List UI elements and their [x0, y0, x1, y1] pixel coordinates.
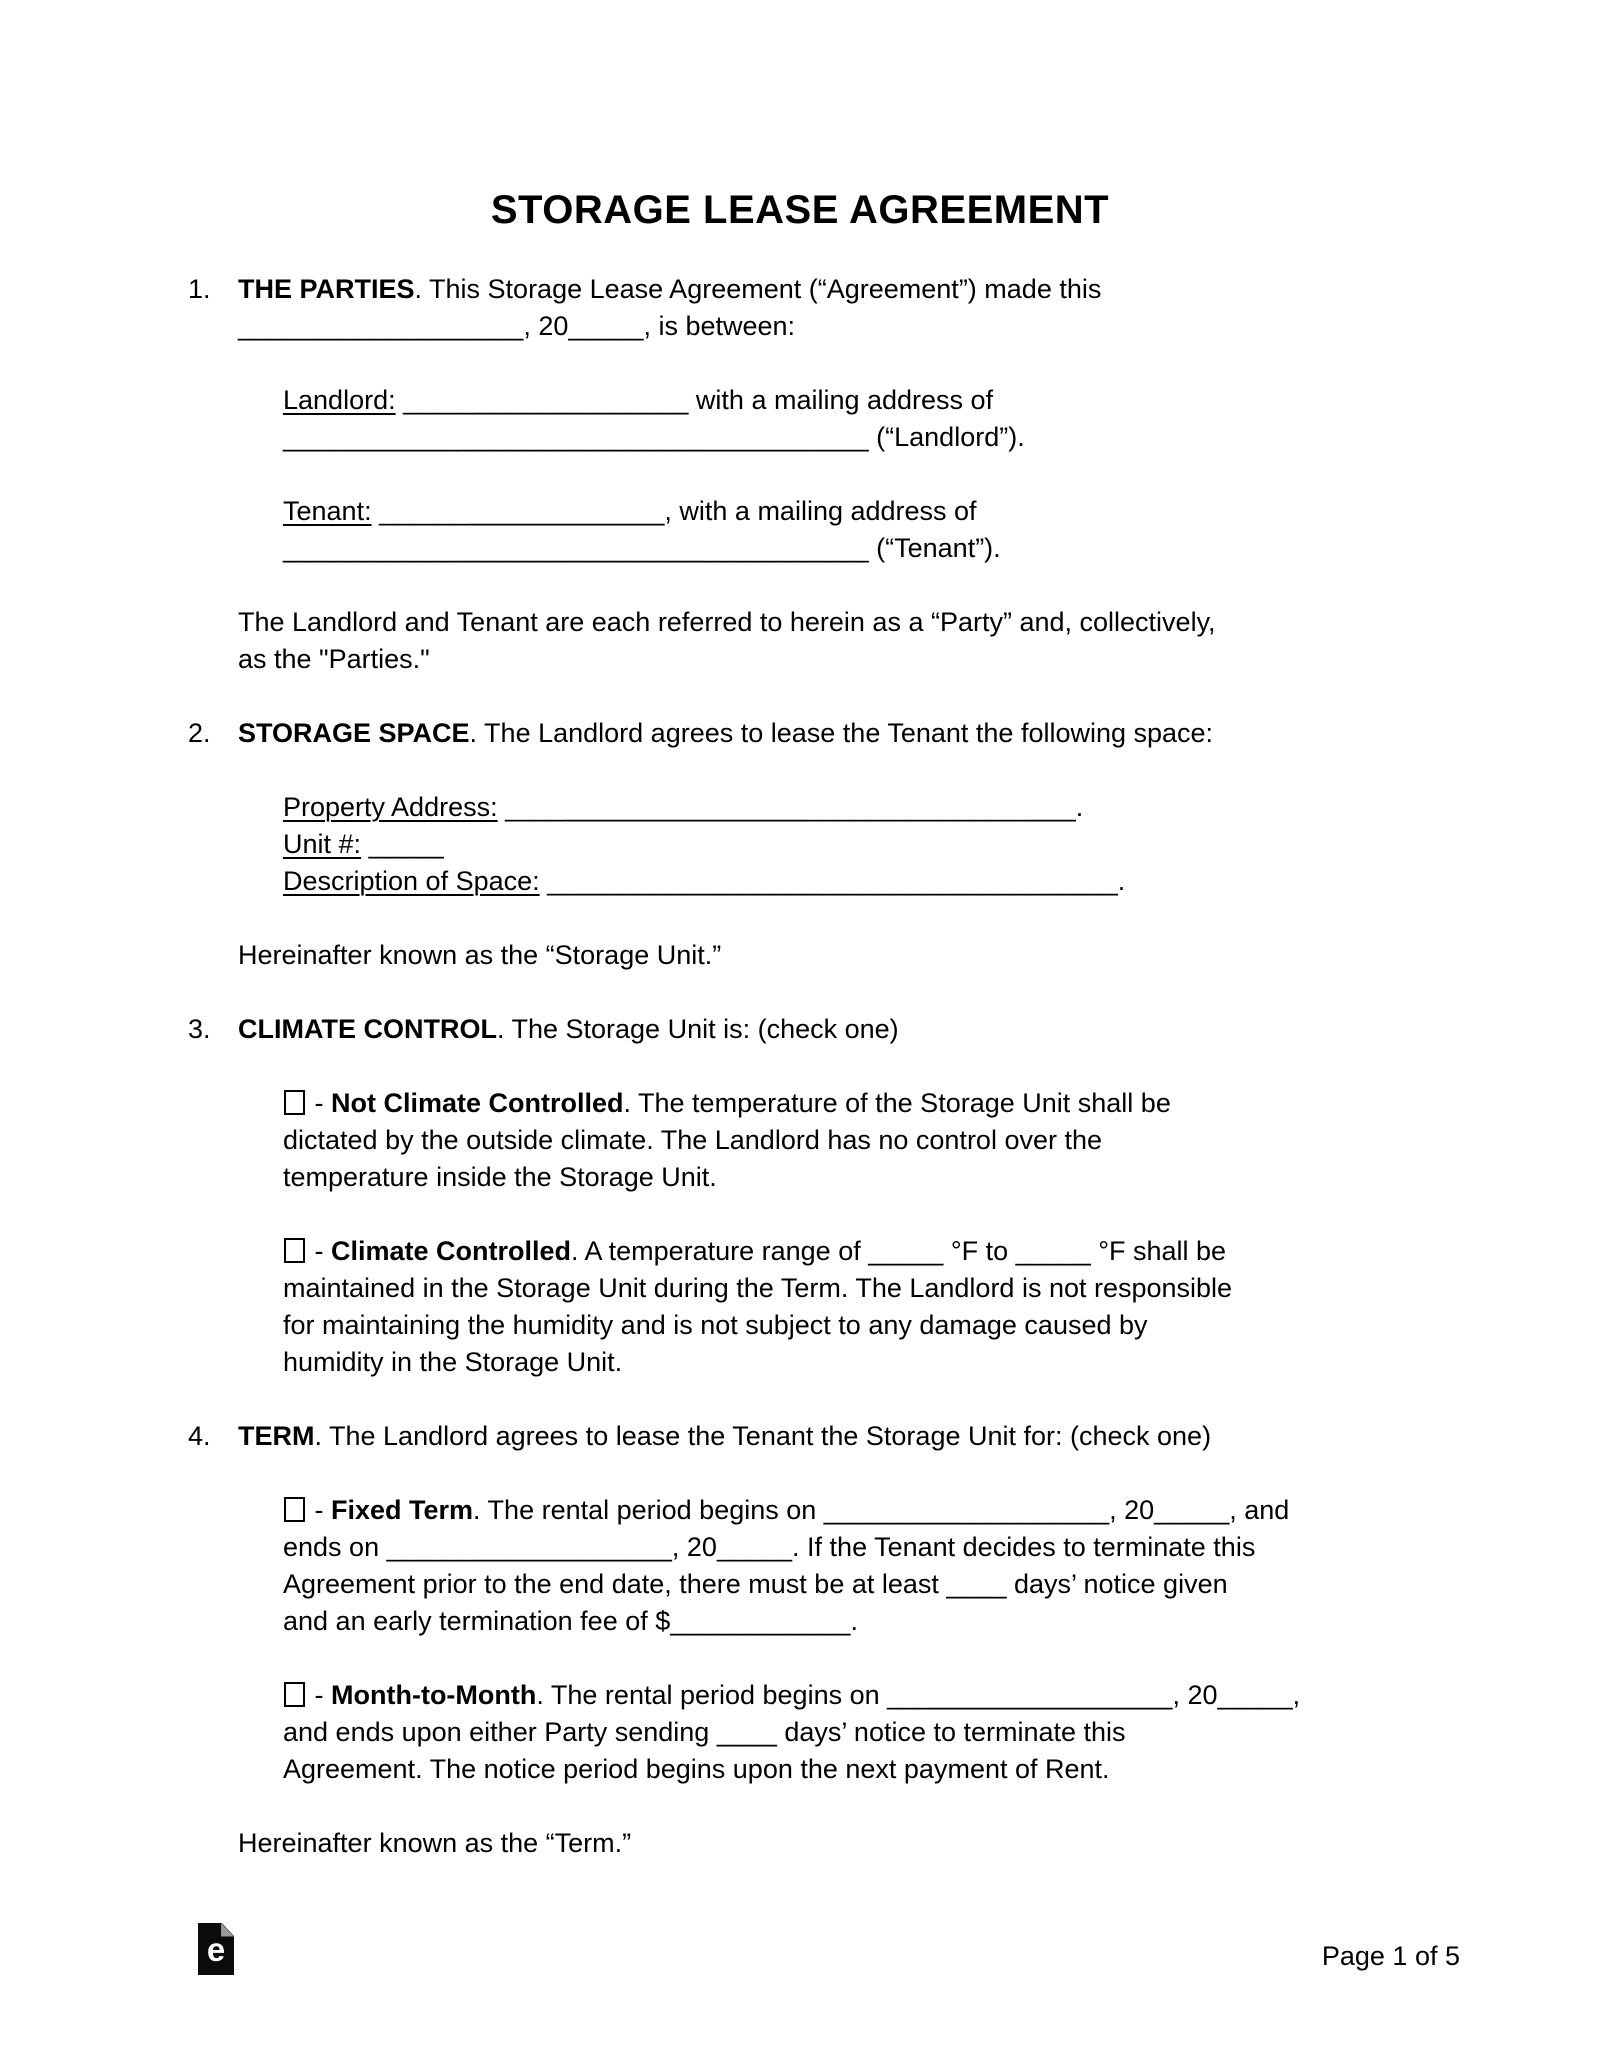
blank-field[interactable]: _______________________________________: [283, 533, 869, 563]
text-run: °F to: [943, 1236, 1016, 1266]
text-run: -: [307, 1495, 331, 1525]
text-line: [283, 863, 1600, 900]
field-label: Property Address:: [283, 792, 498, 822]
text-run: maintained in the Storage Unit during the Term. The Landlord is not responsible: [283, 1273, 1233, 1303]
blank-field[interactable]: ___________________: [403, 385, 689, 415]
text-run: (“Landlord”).: [868, 422, 1025, 452]
field-label: Landlord:: [283, 385, 396, 415]
text-line: [238, 308, 1600, 345]
list-number: 2.: [188, 718, 211, 748]
list-number: 1.: [188, 274, 211, 304]
blank-field[interactable]: _____: [1217, 1680, 1293, 1710]
section-4-term: [188, 1418, 1600, 1455]
text-run: as the "Parties.": [238, 644, 430, 674]
text-run: -: [307, 1236, 331, 1266]
parties-collective-clause: [238, 604, 1600, 678]
blank-field[interactable]: ___________________: [887, 1680, 1173, 1710]
list-number: 3.: [188, 1014, 211, 1044]
blank-field[interactable]: ___________________: [386, 1532, 672, 1562]
storage-space-details: [283, 789, 1600, 900]
blank-field[interactable]: ___________________: [379, 496, 665, 526]
text-line: [238, 1825, 1600, 1862]
text-run: , and: [1229, 1495, 1290, 1525]
text-run: .: [1117, 866, 1126, 896]
text-line: [283, 1159, 1600, 1196]
text-run: . The rental period begins on: [473, 1495, 824, 1525]
blank-field[interactable]: ______________________________________: [547, 866, 1118, 896]
text-run: STORAGE SPACE: [238, 718, 470, 748]
text-run: [396, 385, 404, 415]
blank-field[interactable]: _______________________________________: [283, 422, 869, 452]
blank-field[interactable]: ____________: [670, 1606, 851, 1636]
text-run: . A temperature range of: [571, 1236, 869, 1266]
section-3-climate-control: [188, 1011, 1600, 1048]
text-line: [283, 1603, 1600, 1640]
text-run: Not Climate Controlled: [331, 1088, 624, 1118]
blank-field[interactable]: ___________________: [823, 1495, 1110, 1525]
text-run: .: [1075, 792, 1084, 822]
checkbox-icon[interactable]: [284, 1238, 305, 1263]
text-line: [283, 826, 1600, 863]
text-run: .: [850, 1606, 858, 1636]
text-run: Climate Controlled: [331, 1236, 572, 1266]
text-run: temperature inside the Storage Unit.: [283, 1162, 717, 1192]
option-month-to-month: [283, 1677, 1600, 1788]
field-label: Unit #:: [283, 829, 362, 859]
text-run: , 20: [1109, 1495, 1155, 1525]
text-line: [238, 1418, 1600, 1455]
text-run: . If the Tenant decides to terminate this: [792, 1532, 1256, 1562]
text-run: CLIMATE CONTROL: [238, 1014, 497, 1044]
text-line: [283, 1344, 1600, 1381]
text-run: . The Storage Unit is: (check one): [496, 1014, 899, 1044]
field-label: Description of Space:: [283, 866, 540, 896]
text-run: and an early termination fee of $: [283, 1606, 671, 1636]
text-run: dictated by the outside climate. The Landlord has no control over the: [283, 1125, 1103, 1155]
landlord-clause: [283, 382, 1600, 456]
blank-field[interactable]: ___________________: [238, 311, 524, 341]
text-run: and ends upon either Party sending: [283, 1717, 717, 1747]
text-run: The Landlord and Tenant are each referred to herein as a “Party” and, collectively,: [238, 607, 1216, 637]
text-run: (“Tenant”).: [868, 533, 1001, 563]
text-line: [238, 271, 1600, 308]
text-run: , with a mailing address of: [664, 496, 977, 526]
term-definition: [238, 1825, 1600, 1862]
text-run: [498, 792, 506, 822]
text-run: Month-to-Month: [331, 1680, 537, 1710]
blank-field[interactable]: ____: [716, 1717, 777, 1747]
text-run: humidity in the Storage Unit.: [283, 1347, 623, 1377]
tenant-clause: [283, 493, 1600, 567]
text-run: . The rental period begins on: [536, 1680, 888, 1710]
text-run: °F shall be: [1090, 1236, 1227, 1266]
page-number-label: Page 1 of 5: [1321, 1941, 1460, 1971]
text-run: ,: [1292, 1680, 1301, 1710]
text-line: [283, 1307, 1600, 1344]
text-run: with a mailing address of: [688, 385, 994, 415]
text-run: for maintaining the humidity and is not subject to any damage caused by: [283, 1310, 1148, 1340]
text-line: [283, 419, 1600, 456]
list-number: 4.: [188, 1421, 211, 1451]
blank-field[interactable]: _____: [1154, 1495, 1230, 1525]
text-line: [238, 604, 1600, 641]
blank-field[interactable]: ____: [946, 1569, 1007, 1599]
checkbox-icon[interactable]: [284, 1497, 305, 1522]
text-line: [283, 1566, 1600, 1603]
storage-unit-definition: [238, 937, 1600, 974]
checkbox-icon[interactable]: [284, 1682, 305, 1707]
text-run: . This Storage Lease Agreement (“Agreement”) made this: [414, 274, 1102, 304]
text-run: Agreement prior to the end date, there must be at least: [283, 1569, 947, 1599]
text-line: [283, 1270, 1600, 1307]
text-line: [283, 1751, 1600, 1788]
text-line: [283, 382, 1600, 419]
text-run: [372, 496, 380, 526]
text-run: Hereinafter known as the “Term.”: [238, 1828, 632, 1858]
text-run: Agreement. The notice period begins upon the next payment of Rent.: [283, 1754, 1110, 1784]
section-2-storage-space: [188, 715, 1600, 752]
text-run: ends on: [283, 1532, 387, 1562]
text-run: , 20: [523, 311, 569, 341]
eforms-logo-icon: [198, 1923, 234, 1975]
option-fixed-term: [283, 1492, 1600, 1640]
text-line: [238, 937, 1600, 974]
text-run: days’ notice given: [1006, 1569, 1228, 1599]
blank-field[interactable]: ______________________________________: [505, 792, 1076, 822]
text-line: [238, 641, 1600, 678]
text-line: [283, 1122, 1600, 1159]
blank-field[interactable]: _____: [1015, 1236, 1091, 1266]
text-run: [361, 829, 369, 859]
text-line: [283, 1529, 1600, 1566]
text-run: TERM: [238, 1421, 315, 1451]
text-run: , 20: [1172, 1680, 1218, 1710]
text-run: . The Landlord agrees to lease the Tenant the Storage Unit for: (check one): [314, 1421, 1212, 1451]
text-run: Hereinafter known as the “Storage Unit.”: [238, 940, 722, 970]
text-run: Fixed Term: [331, 1495, 474, 1525]
document-title: STORAGE LEASE AGREEMENT: [490, 188, 1110, 232]
document-blocks: [0, 271, 1600, 1862]
blank-field[interactable]: _____: [716, 1532, 793, 1562]
option-not-climate-controlled: [283, 1085, 1600, 1196]
text-run: -: [307, 1088, 331, 1118]
text-line: [283, 789, 1600, 826]
text-line: [283, 1085, 1600, 1122]
field-label: Tenant:: [283, 496, 372, 526]
blank-field[interactable]: _____: [868, 1236, 944, 1266]
checkbox-icon[interactable]: [284, 1090, 305, 1115]
text-run: days’ notice to terminate this: [776, 1717, 1126, 1747]
logo-letter: e: [206, 1931, 226, 1968]
text-run: THE PARTIES: [238, 274, 415, 304]
text-run: , is between:: [643, 311, 796, 341]
text-line: [283, 1492, 1600, 1529]
text-line: [238, 715, 1600, 752]
text-line: [283, 1233, 1600, 1270]
text-run: , 20: [671, 1532, 717, 1562]
text-run: . The temperature of the Storage Unit shall be: [623, 1088, 1171, 1118]
text-line: [283, 1677, 1600, 1714]
section-1-the-parties: [188, 271, 1600, 345]
text-line: [283, 530, 1600, 567]
option-climate-controlled: [283, 1233, 1600, 1381]
blank-field[interactable]: _____: [368, 829, 444, 859]
text-run: . The Landlord agrees to lease the Tenant the following space:: [469, 718, 1214, 748]
text-line: [283, 493, 1600, 530]
text-line: [283, 1714, 1600, 1751]
blank-field[interactable]: _____: [568, 311, 644, 341]
text-run: -: [307, 1680, 331, 1710]
text-line: [238, 1011, 1600, 1048]
